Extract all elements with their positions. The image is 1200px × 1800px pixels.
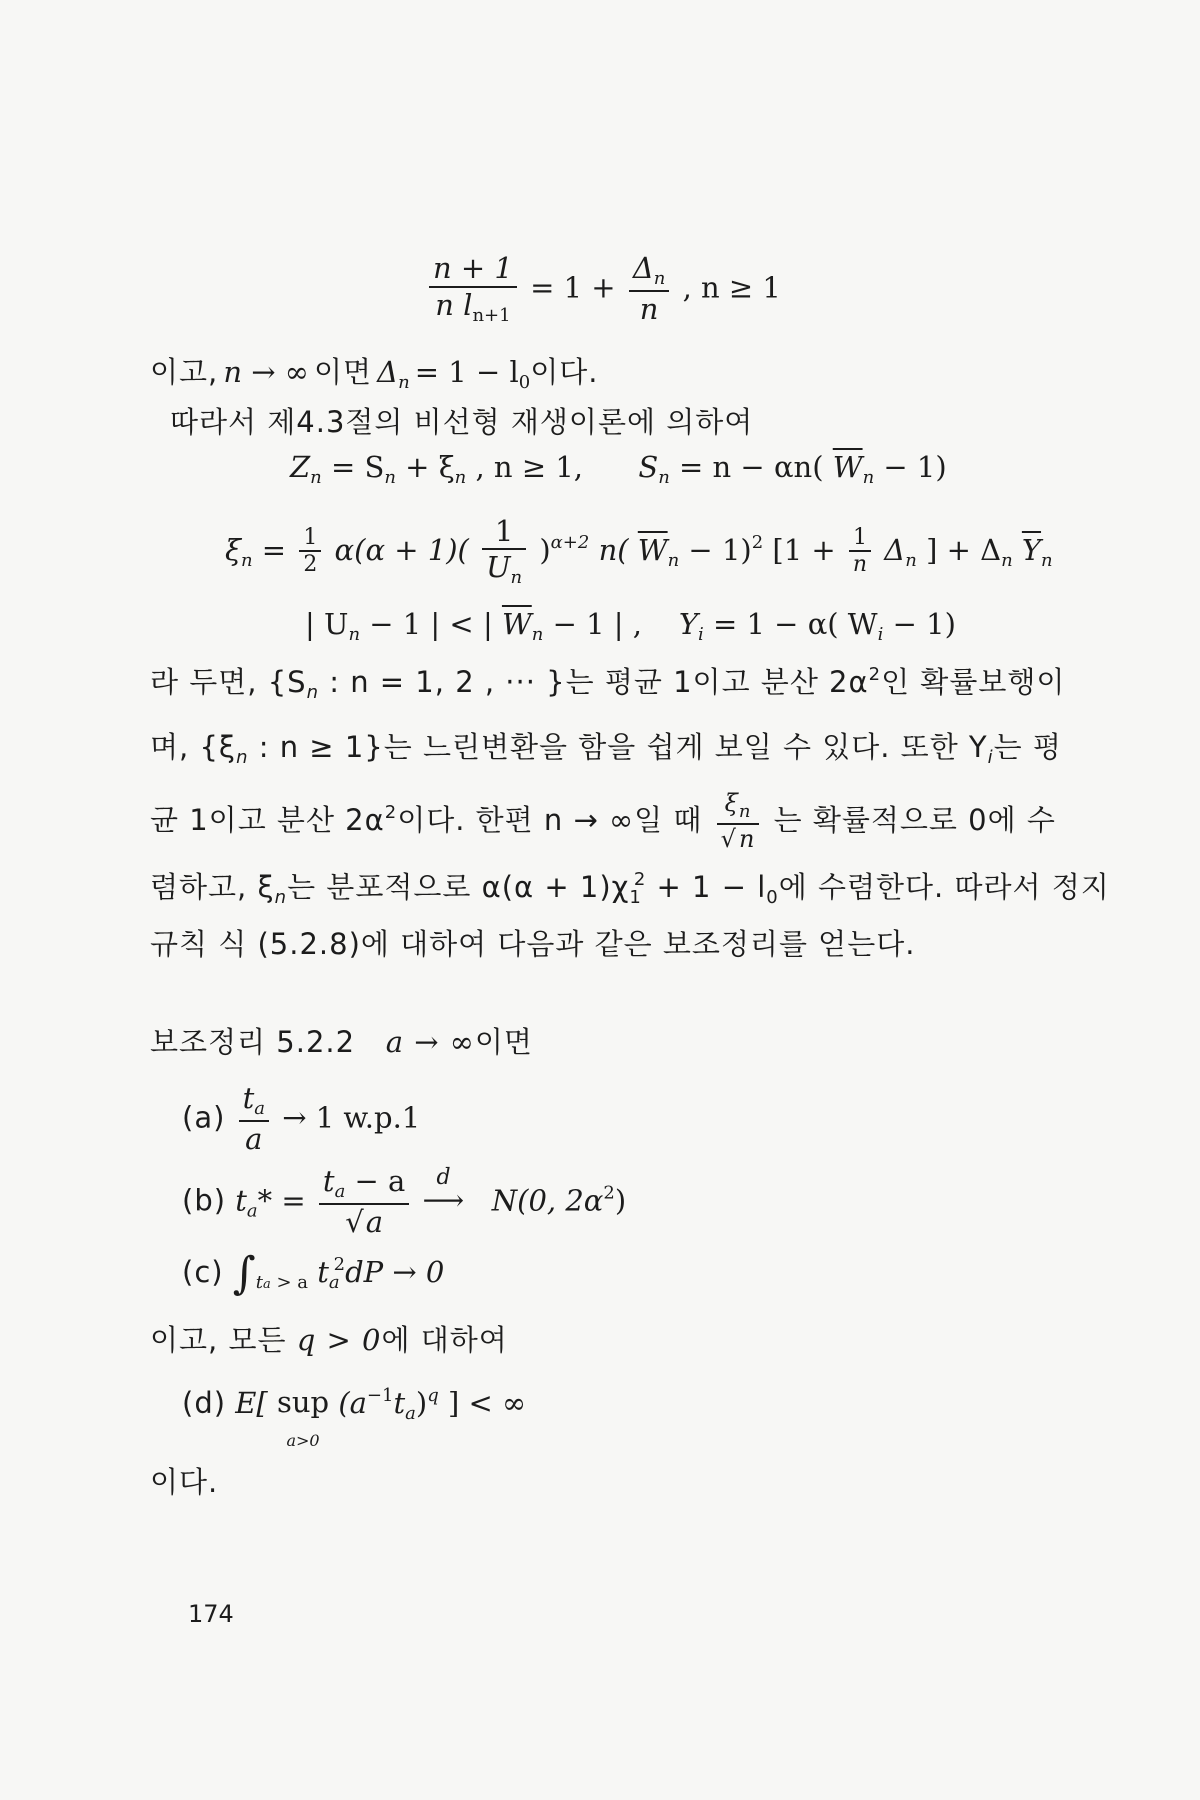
paragraph-3-line-1: 라 두면, {$S_n$ : n = 1, 2 , ··· }는 평균 1이고 분산 $2\alpha^2$인 확률보행이 xyxy=(150,664,1066,703)
equation-1: $\frac{n + 1}{n l_{n+1}}$ = 1 + $\frac{\Delta_n}{n}$ , n ≥ 1 xyxy=(425,252,781,326)
paragraph-1: 이고, n → ∞ 이면 Δn = 1 − l0이다. xyxy=(150,355,599,393)
lemma-item-c: (c) $\int_{ta > a}$ $t_a^2dP \to 0$ xyxy=(182,1248,445,1299)
lemma-item-a: (a) $\frac{t_a}{a}$ → 1 w.p.1 xyxy=(182,1081,421,1156)
paragraph-3-line-4: 렴하고, $\xi_n$는 분포적으로 $\alpha(\alpha + 1)\chi_1^2 + 1 - l_0$에 수렴한다. 따라서 정지 xyxy=(150,869,1110,908)
lemma-middle-text: 이고, 모든 q > 0에 대하여 xyxy=(150,1323,508,1357)
lemma-title: 보조정리 5.2.2 a → ∞이면 xyxy=(150,1025,533,1059)
paragraph-2: 따라서 제4.3절의 비선형 재생이론에 의하여 xyxy=(170,405,754,439)
lemma-item-b: (b) $t_a*$ = $\frac{t_a - a}{√a}$ d ⟶ N(0, $2\alpha^2$) xyxy=(182,1164,627,1239)
page-number: 174 xyxy=(188,1600,234,1628)
lemma-item-d: (d) E[ sup a>0 $(a^{-1}t_a)^q$ ] < ∞ xyxy=(182,1385,527,1450)
paragraph-3-line-5: 규칙 식 (5.2.8)에 대하여 다음과 같은 보조정리를 얻는다. xyxy=(150,927,916,961)
lemma-end: 이다. xyxy=(150,1465,219,1499)
equation-3: $\xi_n$ = $\frac{1}{2}$ α(α + 1)( $\frac{1}{U_n}$ )$^{\alpha+2}$ n( $\overline{W}_n - 1)^2$ [1 + $\frac{1}{n}$ $\Delta_n$ ] + $\Delta_n$ $\overline{Y}_n$ xyxy=(225,514,1053,589)
equation-4: | $U_n - 1$ | < | $\overline{W}_n - 1$ | , $Y_i = 1 - \alpha$( $W_i - 1$) xyxy=(305,607,956,645)
equation-2: $Z_n = S_n + \xi_n$ , n ≥ 1, $S_n = n - \alpha n$( $\overline{W}_n - 1$) xyxy=(290,450,947,488)
paragraph-3-line-2: 며, {$\xi_n$ : n ≥ 1}는 느린변환을 함을 쉽게 보일 수 있다. 또한 $Y_i$는 평 xyxy=(150,730,1062,768)
paragraph-3-line-3: 균 1이고 분산 $2\alpha^2$이다. 한편 n → ∞일 때 $\frac{\xi_n}{√n}$ 는 확률적으로 0에 수 xyxy=(150,789,1056,853)
